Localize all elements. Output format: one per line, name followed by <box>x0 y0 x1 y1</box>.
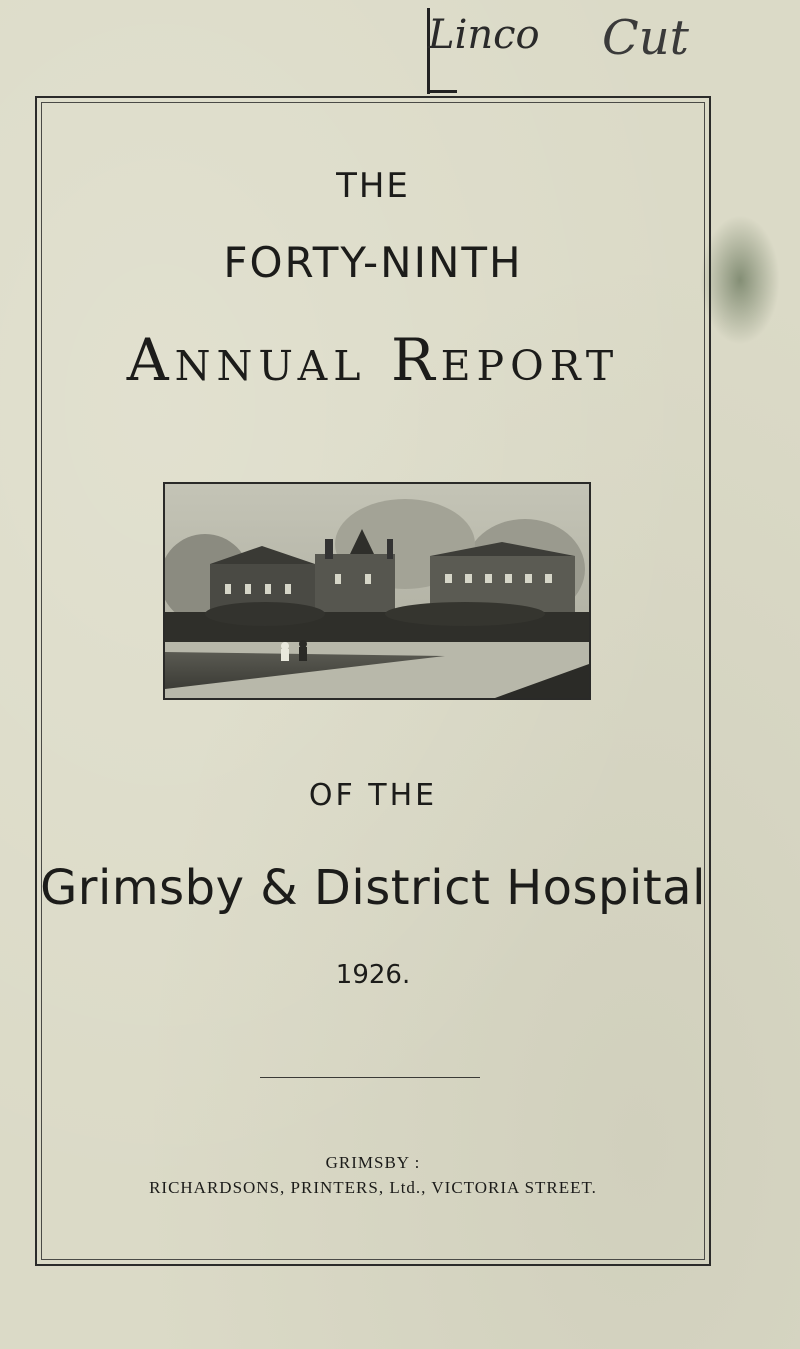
imprint-city: GRIMSBY : <box>325 1153 421 1172</box>
title-annual-report: Annual Report <box>126 326 620 394</box>
handwritten-underline <box>427 90 457 93</box>
report-year: 1926. <box>335 960 411 990</box>
title-the: THE <box>336 166 410 206</box>
handwritten-annotation-right: Cut <box>602 10 689 66</box>
imprint-printer: RICHARDSONS, PRINTERS, Ltd., VICTORIA STREET. <box>149 1178 597 1197</box>
handwritten-annotation-left: Linco <box>428 12 540 58</box>
title-ordinal: FORTY-NINTH <box>223 238 523 287</box>
subtitle-of-the: OF THE <box>308 778 438 813</box>
hospital-name: Grimsby & District Hospital <box>40 860 706 916</box>
hospital-photograph <box>163 482 591 700</box>
hospital-photo-illustration <box>165 484 589 698</box>
divider-rule <box>260 1077 480 1078</box>
